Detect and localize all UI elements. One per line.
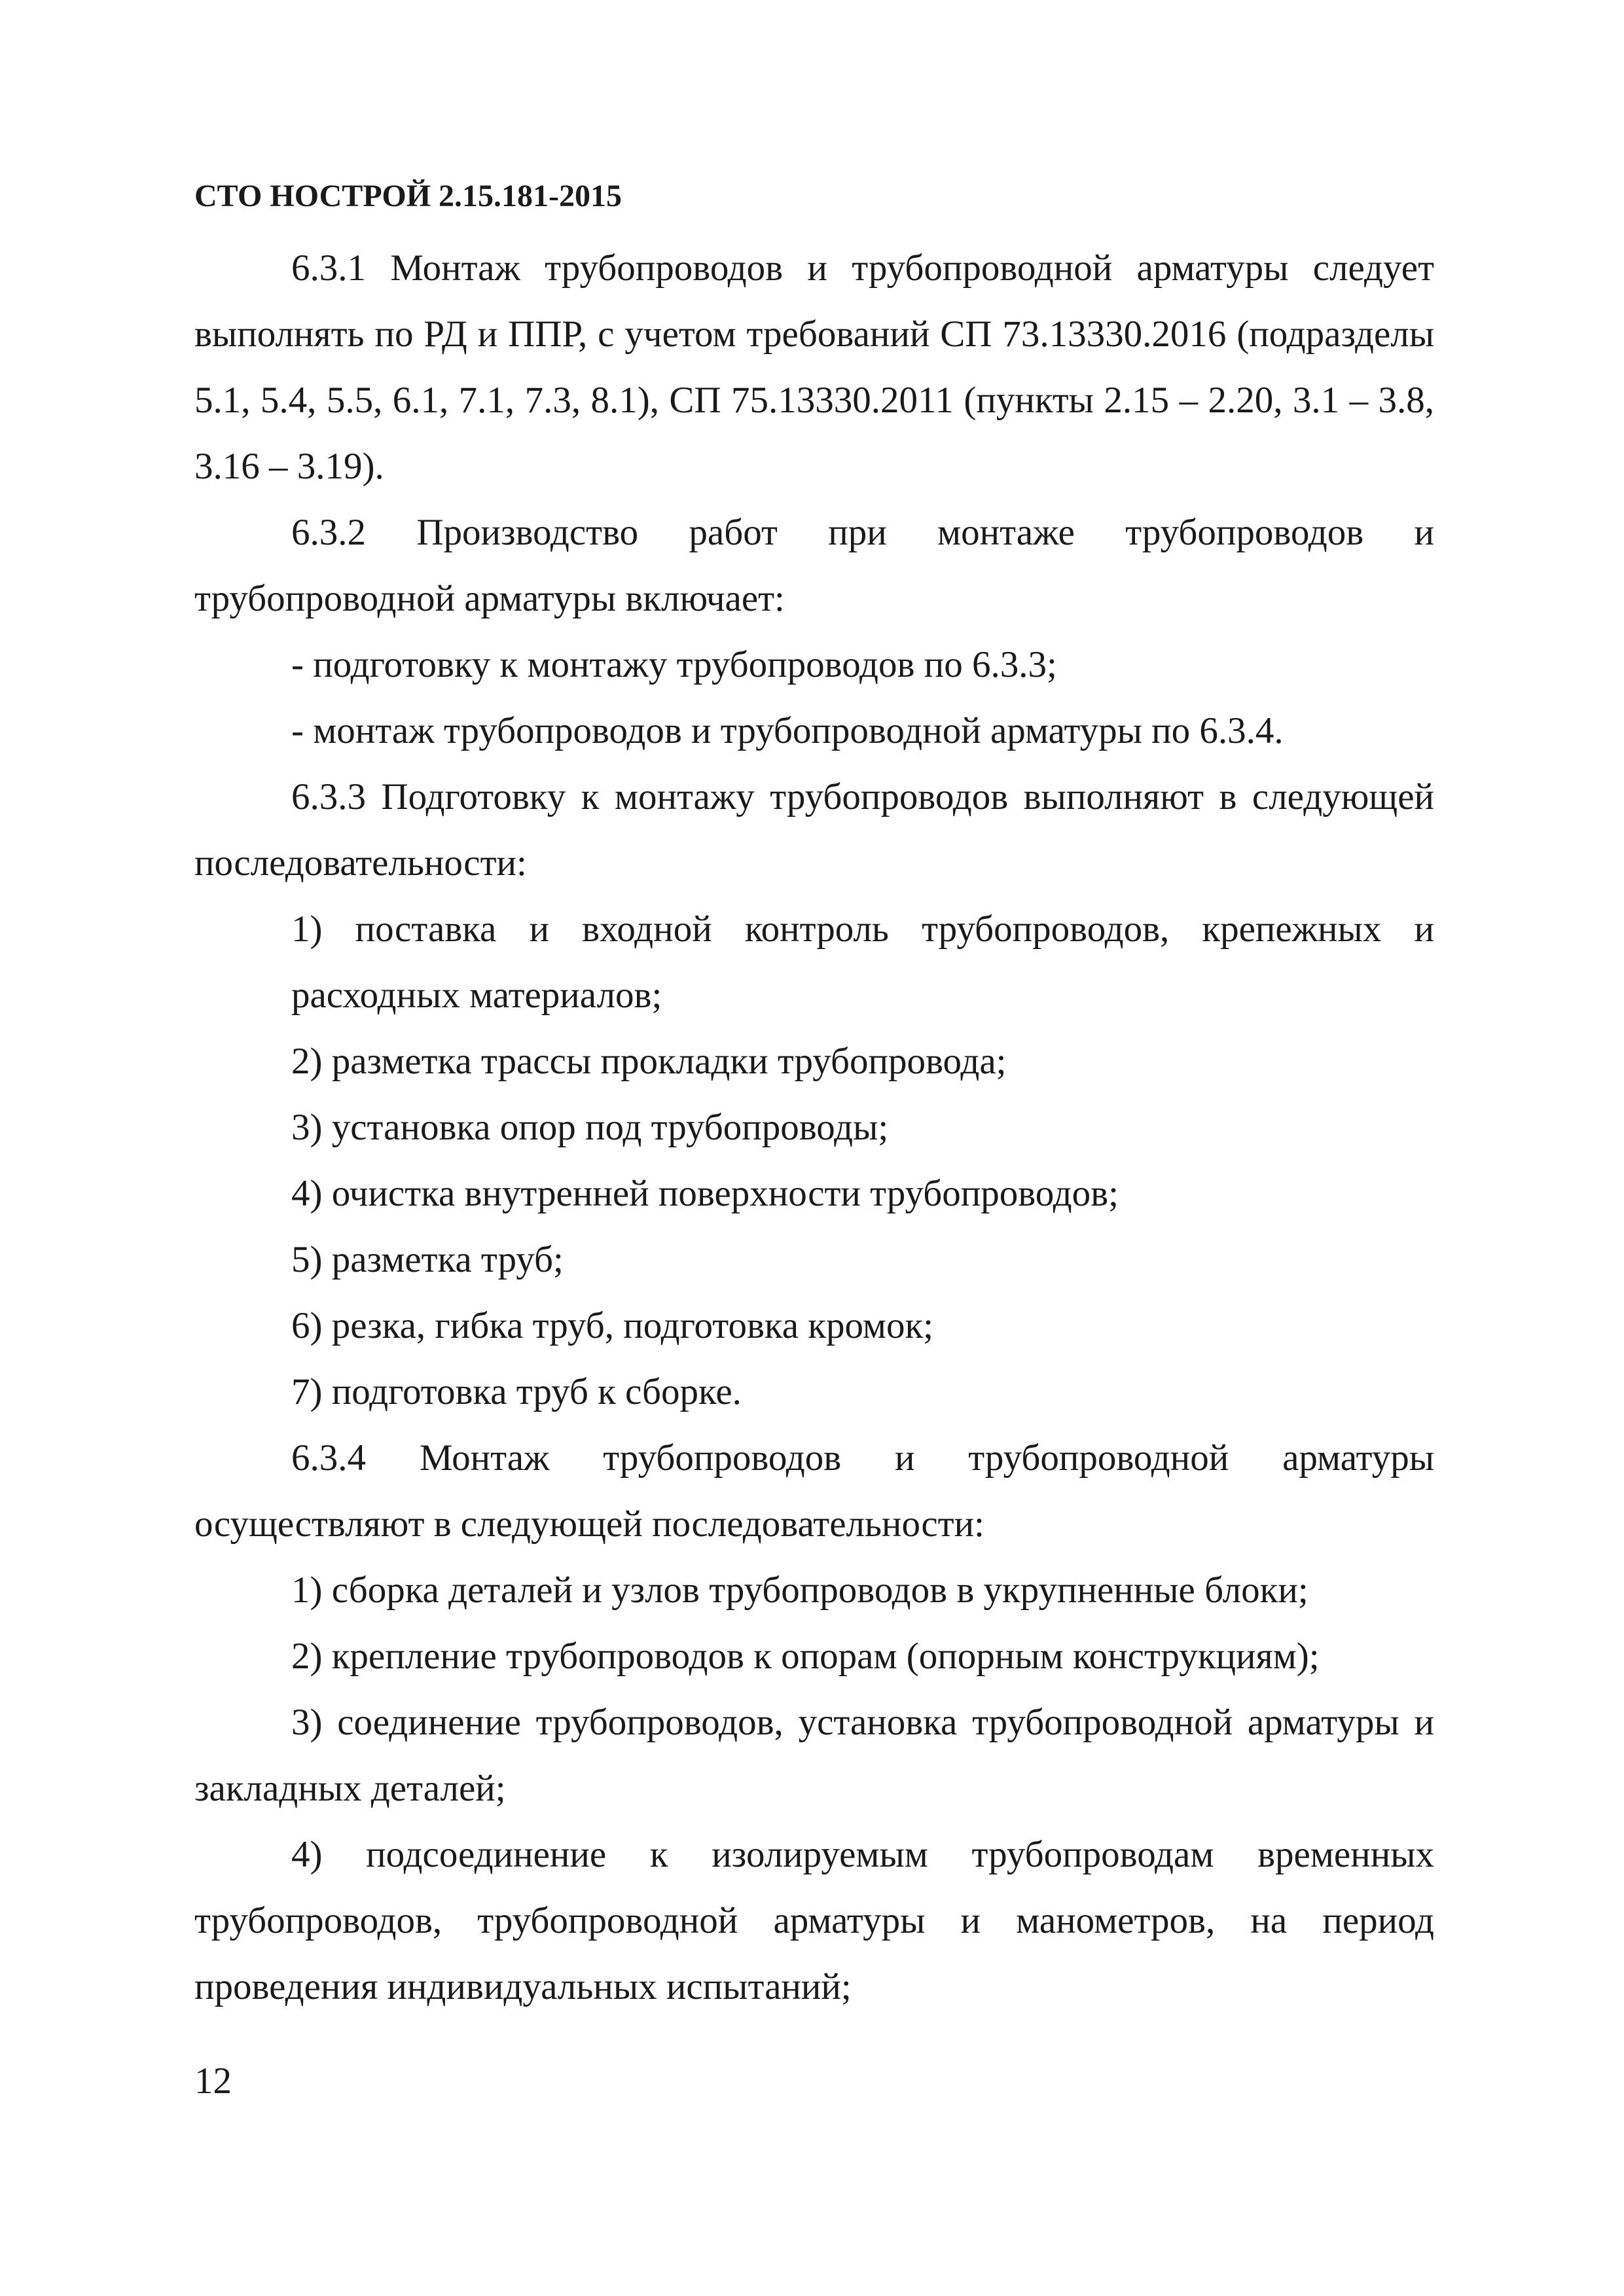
list-item-6-3-3-7: 7) подготовка труб к сборке. xyxy=(291,1371,742,1412)
document-header: СТО НОСТРОЙ 2.15.181-2015 xyxy=(194,179,623,213)
list-item-6-3-3-3: 3) установка опор под трубопроводы; xyxy=(291,1107,889,1148)
list-item-6-3-4-4: 4) подсоединение к изолируемым трубопроводам временных трубопроводов, трубопроводной арматуры и манометров, на период проведения индивидуальных испытаний; xyxy=(194,1834,1434,2007)
list-item-6-3-4-3: 3) соединение трубопроводов, установка трубопроводной арматуры и закладных деталей; xyxy=(194,1702,1434,1809)
list-item-6-3-2-2: - монтаж трубопроводов и трубопроводной арматуры по 6.3.4. xyxy=(291,710,1284,751)
paragraph-6-3-3-intro: 6.3.3 Подготовку к монтажу трубопроводов выполняют в следующей последовательности: xyxy=(194,776,1434,884)
list-item-6-3-3-1: 1) поставка и входной контроль трубопроводов, крепежных и расходных материалов; xyxy=(291,908,1434,1016)
paragraph-6-3-2-intro: 6.3.2 Производство работ при монтаже трубопроводов и трубопроводной арматуры включает: xyxy=(194,512,1434,619)
list-item-6-3-3-4: 4) очистка внутренней поверхности трубопроводов; xyxy=(291,1173,1119,1214)
list-item-6-3-3-2: 2) разметка трассы прокладки трубопровода; xyxy=(291,1041,1007,1082)
list-item-6-3-3-6: 6) резка, гибка труб, подготовка кромок; xyxy=(291,1305,933,1346)
paragraph-6-3-1: 6.3.1 Монтаж трубопроводов и трубопроводной арматуры следует выполнять по РД и ППР, с учетом требований СП 73.13330.2016 (подразделы 5.1, 5.4, 5.5, 6.1, 7.1, 7.3, 8.1), СП 75.13330.2011 (пункты 2.15 – 2.20, 3.1 – 3.8, 3.16 – 3.19). xyxy=(194,247,1434,487)
list-item-6-3-4-2: 2) крепление трубопроводов к опорам (опорным конструкциям); xyxy=(291,1636,1320,1677)
list-item-6-3-3-5: 5) разметка труб; xyxy=(291,1239,564,1280)
page-number: 12 xyxy=(194,2060,232,2102)
paragraph-6-3-4-intro: 6.3.4 Монтаж трубопроводов и трубопроводной арматуры осуществляют в следующей последовательности: xyxy=(194,1437,1434,1545)
list-item-6-3-2-1: - подготовку к монтажу трубопроводов по 6.3.3; xyxy=(291,644,1057,685)
list-item-6-3-4-1: 1) сборка деталей и узлов трубопроводов в укрупненные блоки; xyxy=(291,1570,1308,1611)
document-body xyxy=(194,235,1434,2020)
